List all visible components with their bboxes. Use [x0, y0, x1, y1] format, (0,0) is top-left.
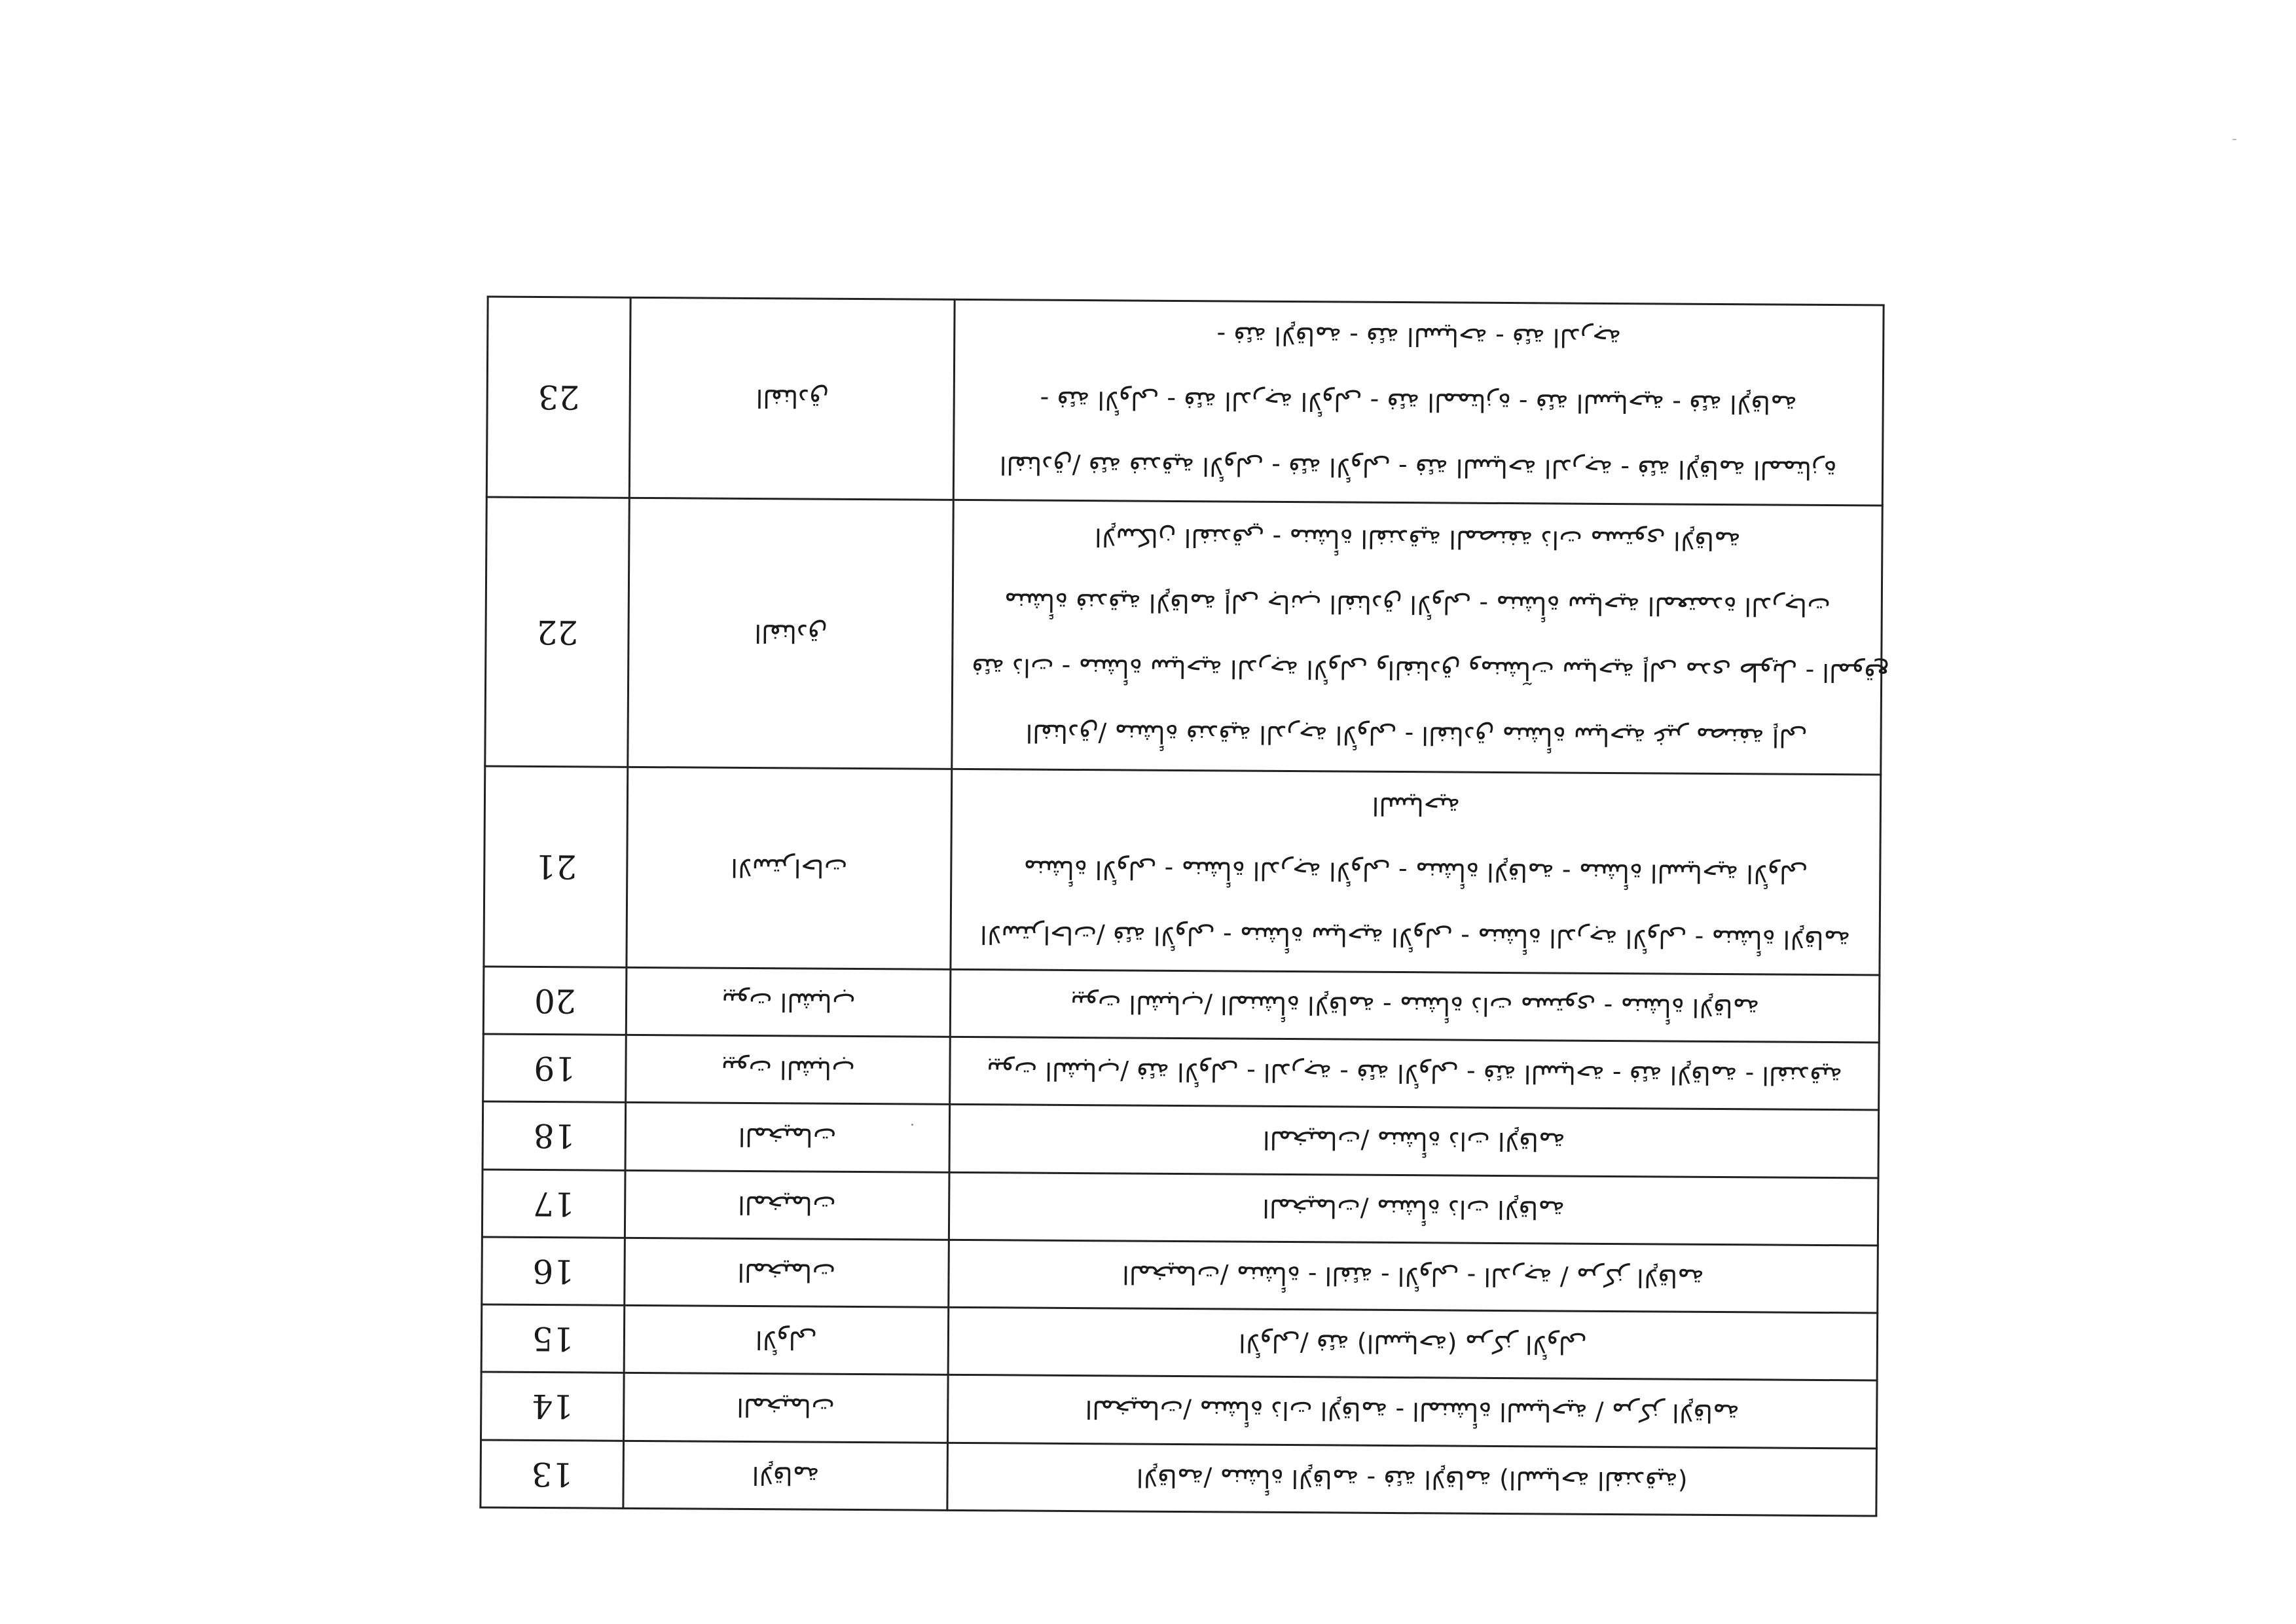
description-line: الإقامة/ منشأة الإقامة - فئة الإقامة (السياحة الفندقية) [1136, 1463, 1688, 1496]
row-number: 16 [532, 1251, 575, 1291]
row-number: 22 [536, 612, 579, 652]
row-number: 13 [531, 1454, 574, 1494]
description-cell [947, 1375, 1877, 1449]
description-line: المخيمات/ منشأة ذات الإقامة [1262, 1193, 1565, 1225]
description-line: منشأة فندقية الإقامة إلى جانب الفنادق الأولى - منشأة سياحية المعتمدة الدرجات [1004, 587, 1831, 621]
table-row [483, 1034, 1880, 1110]
row-number-cell [483, 1034, 627, 1103]
description-cell [948, 1307, 1878, 1380]
description-line: - فئة الأولى - فئة الدرجة الأولى - فئة الممتازة - فئة السياحية - فئة الإقامة [1040, 386, 1797, 420]
row-number: 23 [538, 378, 580, 416]
description-cell [950, 1037, 1880, 1110]
category-label: المخيمات [738, 1190, 837, 1220]
description-cell [952, 500, 1889, 775]
description-line: منشأة الأولى - منشأة الدرجة الأولى - منشأة الإقامة - منشأة السياحية الأولى [1023, 855, 1808, 889]
row-number-cell [484, 766, 628, 967]
row-number-cell [483, 1101, 626, 1170]
category-label: المخيمات [737, 1257, 836, 1287]
description-line: بيوت الشباب/ المنشأة الإقامة - منشأة ذات مستوى - منشأة الإقامة [1070, 989, 1760, 1023]
classification-table-wrapper [479, 296, 1889, 1517]
classification-table [479, 296, 1889, 1517]
category-cell [625, 1238, 949, 1307]
description-line: الفنادق/ منشأة فندقية الدرجة الأولى - الفنادق منشأة سياحية غير مصنفة إلى [1025, 718, 1808, 752]
row-number: 18 [533, 1116, 575, 1155]
row-number-cell [482, 1237, 625, 1306]
table-row [481, 1372, 1878, 1448]
category-label: الأولى [755, 1325, 817, 1355]
description-cell [950, 969, 1880, 1043]
description-line: السياحية [1372, 792, 1461, 821]
row-number: 15 [532, 1320, 574, 1358]
category-label: الفنادق [756, 384, 829, 414]
table-row [481, 1440, 1877, 1516]
description-line: المخيمات/ منشأة ذات الإقامة [1262, 1126, 1565, 1156]
category-label: المخيمات [737, 1393, 835, 1423]
category-cell [629, 297, 955, 500]
category-label: بيوت الشباب [721, 987, 856, 1017]
row-number: 21 [534, 847, 577, 886]
category-label: الفنادق [754, 618, 828, 648]
description-cell [947, 1443, 1877, 1516]
category-label: المخيمات [738, 1122, 837, 1153]
row-number-cell [486, 297, 630, 498]
category-cell [623, 1441, 948, 1510]
table-row [483, 1101, 1879, 1177]
row-number-cell [481, 1440, 624, 1509]
row-number: 17 [532, 1184, 575, 1223]
table-row [482, 1237, 1878, 1313]
row-number-cell [481, 1304, 625, 1373]
row-number-cell [485, 497, 630, 767]
description-cell [949, 1105, 1879, 1178]
description-cell [949, 1240, 1878, 1313]
description-line: المخيمات/ منشأة - الفئة - الأولى - الدرجة / مركز الإقامة [1122, 1260, 1704, 1293]
category-cell [626, 967, 951, 1037]
category-cell [625, 1170, 949, 1240]
row-number-cell [481, 1372, 625, 1441]
category-cell [624, 1305, 949, 1375]
table-row [483, 967, 1880, 1043]
table-row [484, 766, 1881, 975]
description-cell [951, 769, 1881, 974]
description-line: الإسكان الفندقي - منشأة الفندقية المصنفة ذات مستوى الإقامة [1094, 523, 1741, 556]
description-line: بيوت الشباب/ فئة الأولى - الدرجة - فئة الأولى - فئة السياحة - فئة الإقامة - الفندقية [986, 1056, 1843, 1091]
description-cell [949, 1172, 1878, 1246]
category-label: الاستراحات [731, 853, 848, 883]
category-label: بيوت الشباب [721, 1054, 855, 1085]
row-number: 19 [533, 1049, 575, 1088]
description-line: الاستراحات/ فئة الأولى - منشأة سياحية الأولى - منشأة الدرجة الأولى - منشأة الإقامة [980, 920, 1851, 955]
description-line: فئة ذات - منشأة سياحية الدرجة الأولى والفنادق ومنشآت سياحية إلى مدى طويل - الموقع [972, 652, 1889, 688]
row-number-cell [483, 967, 627, 1035]
category-cell [627, 767, 952, 969]
row-number: 20 [534, 981, 576, 1020]
description-line: - فئة الإقامة - فئة السياحة - فئة الدرجة [1216, 321, 1622, 353]
row-number-cell [482, 1170, 625, 1238]
table-row [482, 1170, 1878, 1246]
scan-mark [2232, 139, 2236, 140]
description-line: الفنادق/ فئة فندقية الأولى - فئة الأولى - فئة السياحة الدرجة - فئة الإقامة الممتازة [999, 451, 1837, 485]
description-line: الأولى/ فئة (السياحة) مركز الأولى [1238, 1328, 1587, 1359]
category-cell [628, 498, 954, 769]
category-label: الإقامة [752, 1460, 820, 1490]
table-row [485, 497, 1882, 775]
description-line: المخيمات/ منشأة ذات الإقامة - المنشأة السياحية / مركز الإقامة [1085, 1395, 1740, 1428]
category-cell [626, 1035, 951, 1104]
table-row [481, 1304, 1878, 1380]
category-cell [624, 1373, 949, 1443]
description-cell [953, 299, 1884, 505]
table-row [486, 297, 1884, 506]
category-cell [625, 1103, 950, 1172]
row-number: 14 [531, 1387, 574, 1426]
